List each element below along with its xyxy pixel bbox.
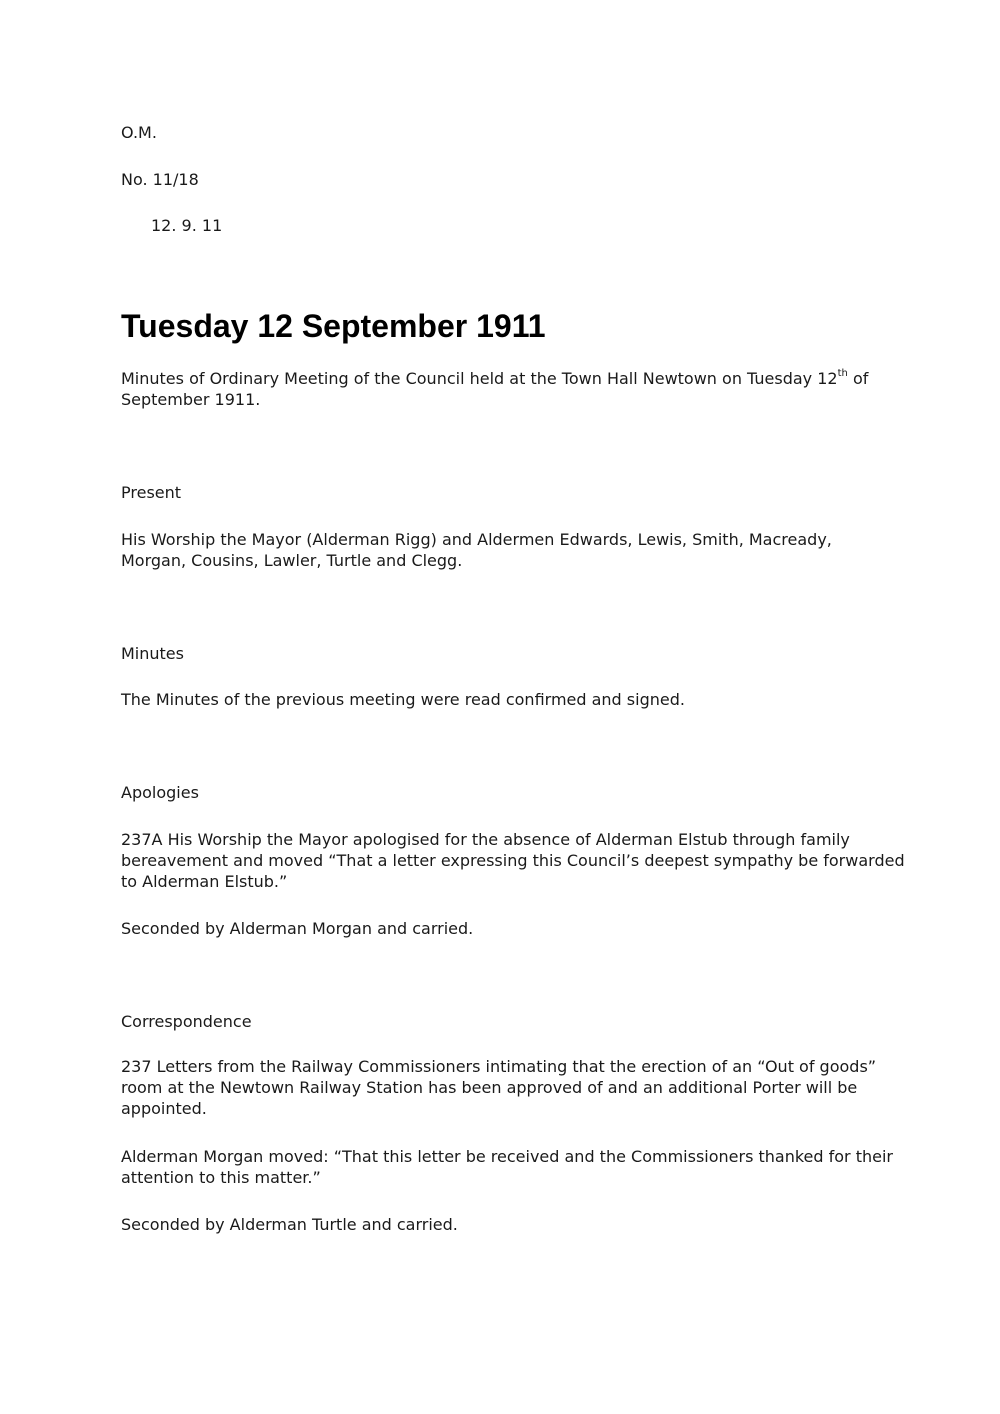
ordinal-suffix: th <box>837 367 848 379</box>
apologies-paragraph <box>121 829 905 892</box>
motion-line-1: Alderman Morgan moved: “That this letter be received and the Commissioners thanked for their <box>121 1147 893 1166</box>
minutes-heading: Minutes <box>121 644 184 663</box>
page-title: Tuesday 12 September 1911 <box>121 308 546 344</box>
apologies-seconded: Seconded by Alderman Morgan and carried. <box>121 919 474 938</box>
motion-line-2: attention to this matter.” <box>121 1168 321 1187</box>
apologies-line-2: bereavement and moved “That a letter expressing this Council’s deepest sympathy be forwarded <box>121 851 905 870</box>
correspondence-motion <box>121 1146 891 1188</box>
document-number: No. 11/18 <box>121 170 199 189</box>
present-paragraph <box>121 529 891 571</box>
apologies-line-3: to Alderman Elstub.” <box>121 872 288 891</box>
correspondence-line-3: appointed. <box>121 1099 207 1118</box>
reference-code: O.M. <box>121 123 157 142</box>
correspondence-paragraph <box>121 1056 891 1119</box>
present-line-1: His Worship the Mayor (Alderman Rigg) and Aldermen Edwards, Lewis, Smith, Macready, <box>121 530 832 549</box>
intro-line-1-text: Minutes of Ordinary Meeting of the Council held at the Town Hall Newtown on Tuesday 12 <box>121 369 838 388</box>
correspondence-line-1: 237 Letters from the Railway Commissioners intimating that the erection of an “Out of goods” <box>121 1057 877 1076</box>
apologies-heading: Apologies <box>121 783 199 802</box>
correspondence-line-2: room at the Newtown Railway Station has been approved of and an additional Porter will be <box>121 1078 858 1097</box>
minutes-text: The Minutes of the previous meeting were read confirmed and signed. <box>121 690 685 709</box>
intro-line-1 <box>121 368 891 389</box>
correspondence-seconded: Seconded by Alderman Turtle and carried. <box>121 1215 458 1234</box>
intro-line-1-end: of <box>847 369 869 388</box>
intro-paragraph <box>121 368 891 410</box>
intro-line-2: September 1911. <box>121 390 261 409</box>
apologies-line-1: 237A His Worship the Mayor apologised for the absence of Alderman Elstub through family <box>121 830 850 849</box>
correspondence-heading: Correspondence <box>121 1012 252 1031</box>
present-heading: Present <box>121 483 182 502</box>
short-date: 12. 9. 11 <box>151 216 223 235</box>
present-line-2: Morgan, Cousins, Lawler, Turtle and Clegg. <box>121 551 463 570</box>
